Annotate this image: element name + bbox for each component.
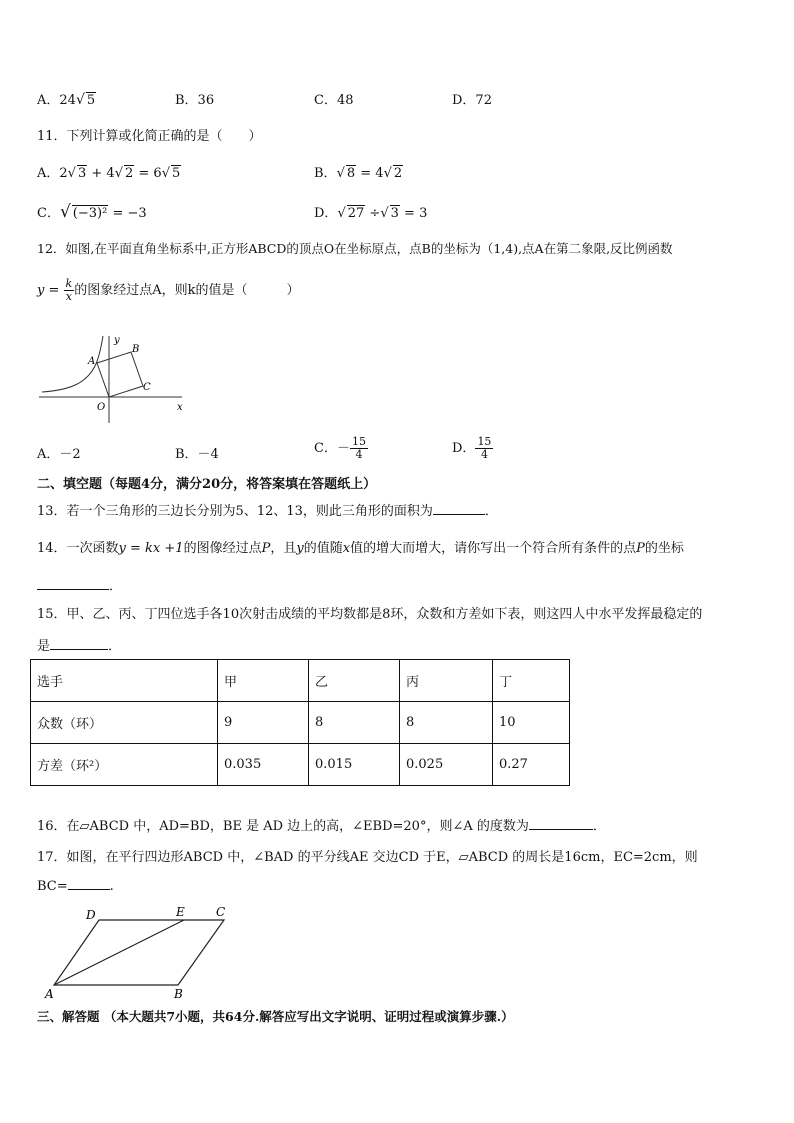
point-o-label: O — [97, 402, 106, 413]
q16-answer-blank — [529, 817, 593, 830]
shooting-score-table — [30, 659, 570, 786]
table-cell: 丁 — [493, 660, 570, 702]
point-c-label: C — [143, 382, 151, 393]
table-cell: 0.025 — [400, 744, 493, 786]
square-abco — [97, 352, 143, 397]
table-row — [31, 702, 570, 744]
q10-option-c: C．48 — [314, 93, 354, 108]
point-b-label: B — [132, 344, 140, 355]
q14-text: 14．一次函数y = kx +1的图像经过点P，且y的值随x值的增大而增大，请你写出一个符合所有条件的点P的坐标 — [37, 541, 684, 556]
q11-option-d: D．√ 27 ÷√ 3 = 3 — [314, 206, 428, 221]
q10-option-d: D．72 — [452, 93, 492, 108]
table-row — [31, 660, 570, 702]
table-cell: 10 — [493, 702, 570, 744]
q10-option-b: B．36 — [175, 93, 215, 108]
bisector-ae — [54, 920, 184, 985]
table-cell: 方差（环²） — [31, 744, 218, 786]
q12-function-line: y = $\frac{k}{x}$ 的图象经过点A，则k的值是（ ） — [37, 277, 300, 303]
q17-figure — [42, 903, 242, 1003]
q11-option-b: B．√ 8 = 4√ 2 — [314, 166, 403, 181]
q12-option-b: B．－4 — [175, 447, 219, 462]
q17-line1: 17．如图，在平行四边形ABCD 中，∠BAD 的平分线AE 交边CD 于E，▱ABCD 的周长是16cm，EC=2cm，则 — [37, 850, 698, 865]
q15-line2: 是 ． — [37, 639, 122, 654]
q12-figure — [37, 330, 187, 425]
q12-option-c: C．－ $\frac{15}{4}$ — [314, 435, 366, 461]
table-cell: 甲 — [218, 660, 309, 702]
q15-line1: 15．甲、乙、丙、丁四位选手各10次射击成绩的平均数都是8环，众数和方差如下表，则这四人中水平发挥最稳定的 — [37, 607, 703, 622]
q16-text: 16．在▱ABCD 中，AD=BD，BE 是 AD 边上的高，∠EBD=20°，则∠A 的度数为 ． — [37, 819, 606, 834]
table-cell: 乙 — [309, 660, 400, 702]
q12-option-a: A．－2 — [37, 447, 81, 462]
table-cell: 选手 — [31, 660, 218, 702]
table-cell: 0.015 — [309, 744, 400, 786]
table-cell: 丙 — [400, 660, 493, 702]
table-cell: 0.27 — [493, 744, 570, 786]
table-cell: 0.035 — [218, 744, 309, 786]
point-a-label: A — [45, 987, 54, 1001]
point-e-label: E — [176, 905, 185, 919]
point-c-label: C — [216, 905, 226, 919]
q12-option-d: D． $\frac{15}{4}$ — [452, 435, 492, 461]
y-axis-label: y — [114, 335, 120, 346]
q13-text: 13．若一个三角形的三边长分别为5、12、13，则此三角形的面积为 ． — [37, 504, 498, 519]
table-cell: 众数（环） — [31, 702, 218, 744]
x-axis-label: x — [177, 402, 183, 413]
q17-answer-blank — [68, 877, 110, 890]
point-d-label: D — [86, 908, 96, 922]
q10-option-a: A．24√ 5 — [37, 92, 96, 108]
q11-option-c: C．√ (−3)² = −3 — [37, 202, 147, 222]
q12-stem: 12．如图,在平面直角坐标系中,正方形ABCD的顶点O在坐标原点，点B的坐标为（1,4),点A在第二象限,反比例函数 — [37, 241, 673, 256]
table-row — [31, 744, 570, 786]
q14-answer-line: ． — [37, 575, 122, 594]
q14-answer-blank — [37, 577, 109, 590]
q11-option-a: A．2√ 3 + 4√ 2 = 6√ 5 — [37, 166, 181, 181]
section-2-heading: 二、填空题（每题4分，满分20分，将答案填在答题纸上） — [37, 477, 377, 492]
table-cell: 9 — [218, 702, 309, 744]
table-cell: 8 — [309, 702, 400, 744]
q11-stem: 11．下列计算或化简正确的是（ ） — [37, 129, 262, 144]
q13-answer-blank — [433, 502, 485, 515]
parallelogram-abcd — [54, 920, 224, 985]
q15-answer-blank — [50, 637, 108, 650]
point-a-label: A — [88, 356, 96, 367]
table-cell: 8 — [400, 702, 493, 744]
point-b-label: B — [174, 987, 183, 1001]
section-3-heading: 三、解答题 （本大题共7小题，共64分.解答应写出文字说明、证明过程或演算步骤.） — [37, 1009, 514, 1024]
q17-line2: BC= . — [37, 879, 114, 894]
